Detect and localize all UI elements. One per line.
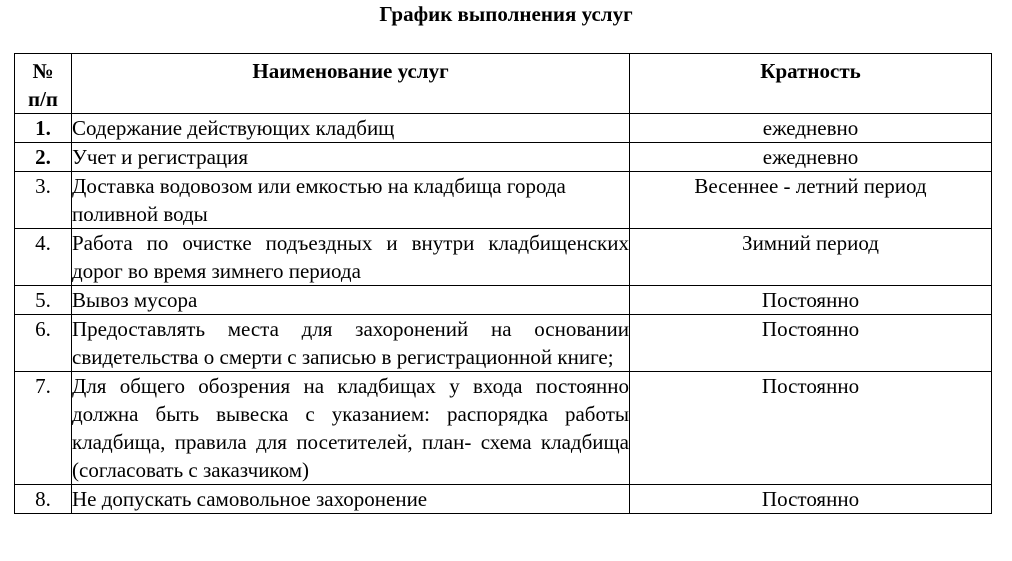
row-number: 3. <box>15 172 72 229</box>
row-service-name: Работа по очистке подъездных и внутри кладбищенских дорог во время зимнего периода <box>72 229 630 286</box>
row-number: 2. <box>15 143 72 172</box>
row-frequency: Весеннее - летний период <box>630 172 992 229</box>
table-row <box>15 485 992 514</box>
row-frequency: Зимний период <box>630 229 992 286</box>
row-number: 4. <box>15 229 72 286</box>
row-service-name: Для общего обозрения на кладбищах у входа постоянно должна быть вывеска с указанием: распорядка работы кладбища, правила для посетителей, план- схема кладбища (согласовать с заказчиком) <box>72 372 630 485</box>
table-row <box>15 286 992 315</box>
row-number: 8. <box>15 485 72 514</box>
row-service-name: Вывоз мусора <box>72 286 630 315</box>
header-service-name: Наименование услуг <box>72 54 630 114</box>
table-row <box>15 315 992 372</box>
services-schedule-table <box>14 53 992 514</box>
row-service-name: Не допускать самовольное захоронение <box>72 485 630 514</box>
row-frequency: Постоянно <box>630 372 992 485</box>
row-service-name: Доставка водовозом или емкостью на кладбища города поливной воды <box>72 172 630 229</box>
table-row <box>15 229 992 286</box>
header-number-line1: № <box>32 59 54 83</box>
table-row <box>15 143 992 172</box>
header-number-line2: п/п <box>27 87 59 111</box>
row-frequency: Постоянно <box>630 485 992 514</box>
row-number: 1. <box>15 114 72 143</box>
row-service-name: Предоставлять места для захоронений на основании свидетельства о смерти с записью в регистрационной книге; <box>72 315 630 372</box>
table-row <box>15 372 992 485</box>
row-service-name: Учет и регистрация <box>72 143 630 172</box>
table-row <box>15 114 992 143</box>
row-frequency: ежедневно <box>630 143 992 172</box>
row-service-name: Содержание действующих кладбищ <box>72 114 630 143</box>
header-frequency: Кратность <box>630 54 992 114</box>
row-frequency: Постоянно <box>630 286 992 315</box>
header-number <box>15 54 72 114</box>
row-frequency: Постоянно <box>630 315 992 372</box>
table-row <box>15 172 992 229</box>
row-number: 7. <box>15 372 72 485</box>
row-number: 5. <box>15 286 72 315</box>
row-number: 6. <box>15 315 72 372</box>
row-frequency: ежедневно <box>630 114 992 143</box>
document-title: График выполнения услуг <box>379 2 633 26</box>
table-header-row <box>15 54 992 114</box>
